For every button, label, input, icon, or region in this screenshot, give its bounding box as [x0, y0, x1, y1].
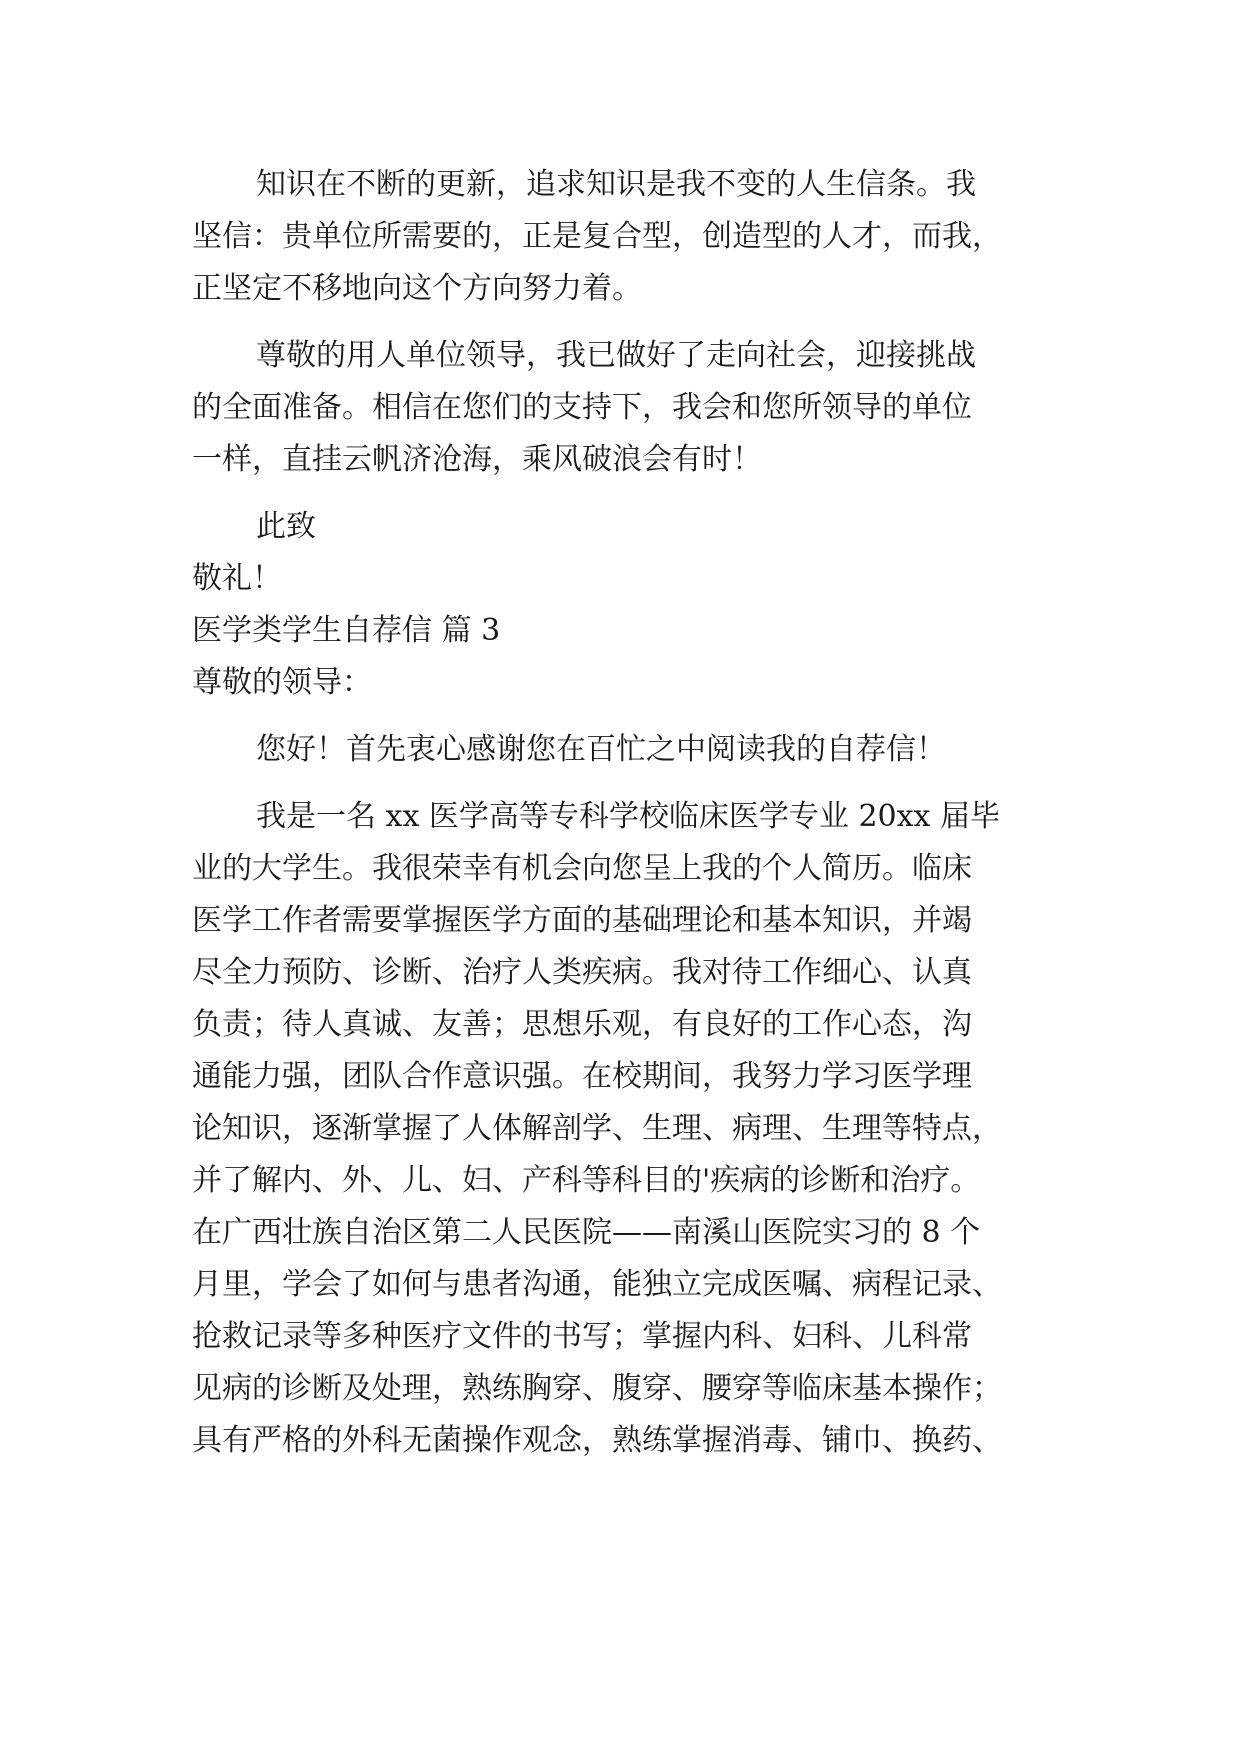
paragraph-line: 一样，直挂云帆济沧海，乘风破浪会有时！ — [192, 442, 762, 477]
paragraph-line: 我是一名 xx 医学高等专科学校临床医学专业 20xx 届毕 — [256, 799, 1000, 834]
greeting: 尊敬的领导： — [192, 665, 372, 700]
paragraph-line: 坚信：贵单位所需要的，正是复合型，创造型的人才，而我， — [192, 219, 1002, 254]
paragraph-line: 尽全力预防、诊断、治疗人类疾病。我对待工作细心、认真 — [192, 955, 972, 990]
section-title: 医学类学生自荐信 篇 3 — [192, 613, 501, 648]
paragraph-line: 业的大学生。我很荣幸有机会向您呈上我的个人简历。临床 — [192, 851, 972, 886]
paragraph-line: 尊敬的用人单位领导，我已做好了走向社会，迎接挑战 — [256, 338, 976, 373]
paragraph-line: 在广西壮族自治区第二人民医院——南溪山医院实习的 8 个 — [192, 1215, 981, 1250]
closing-regards: 敬礼！ — [192, 561, 282, 596]
paragraph-line: 具有严格的外科无菌操作观念，熟练掌握消毒、铺巾、换药、 — [192, 1423, 1002, 1458]
closing-salutation: 此致 — [256, 509, 316, 544]
paragraph-line: 并了解内、外、儿、妇、产科等科目的'疾病的诊断和治疗。 — [192, 1163, 981, 1198]
paragraph-line: 医学工作者需要掌握医学方面的基础理论和基本知识，并竭 — [192, 903, 972, 938]
paragraph-line: 论知识，逐渐掌握了人体解剖学、生理、病理、生理等特点， — [192, 1111, 1002, 1146]
paragraph-line: 月里，学会了如何与患者沟通，能独立完成医嘱、病程记录、 — [192, 1267, 1002, 1302]
paragraph-line: 见病的诊断及处理，熟练胸穿、腹穿、腰穿等临床基本操作； — [192, 1371, 1002, 1406]
paragraph-line: 的全面准备。相信在您们的支持下，我会和您所领导的单位 — [192, 390, 972, 425]
paragraph-line: 正坚定不移地向这个方向努力着。 — [192, 271, 642, 306]
paragraph-line: 负责；待人真诚、友善；思想乐观，有良好的工作心态，沟 — [192, 1007, 972, 1042]
paragraph-line: 您好！首先衷心感谢您在百忙之中阅读我的自荐信！ — [256, 732, 946, 767]
paragraph-line: 通能力强，团队合作意识强。在校期间，我努力学习医学理 — [192, 1059, 972, 1094]
paragraph-line: 抢救记录等多种医疗文件的书写；掌握内科、妇科、儿科常 — [192, 1319, 972, 1354]
paragraph-line: 知识在不断的更新，追求知识是我不变的人生信条。我 — [256, 167, 976, 202]
